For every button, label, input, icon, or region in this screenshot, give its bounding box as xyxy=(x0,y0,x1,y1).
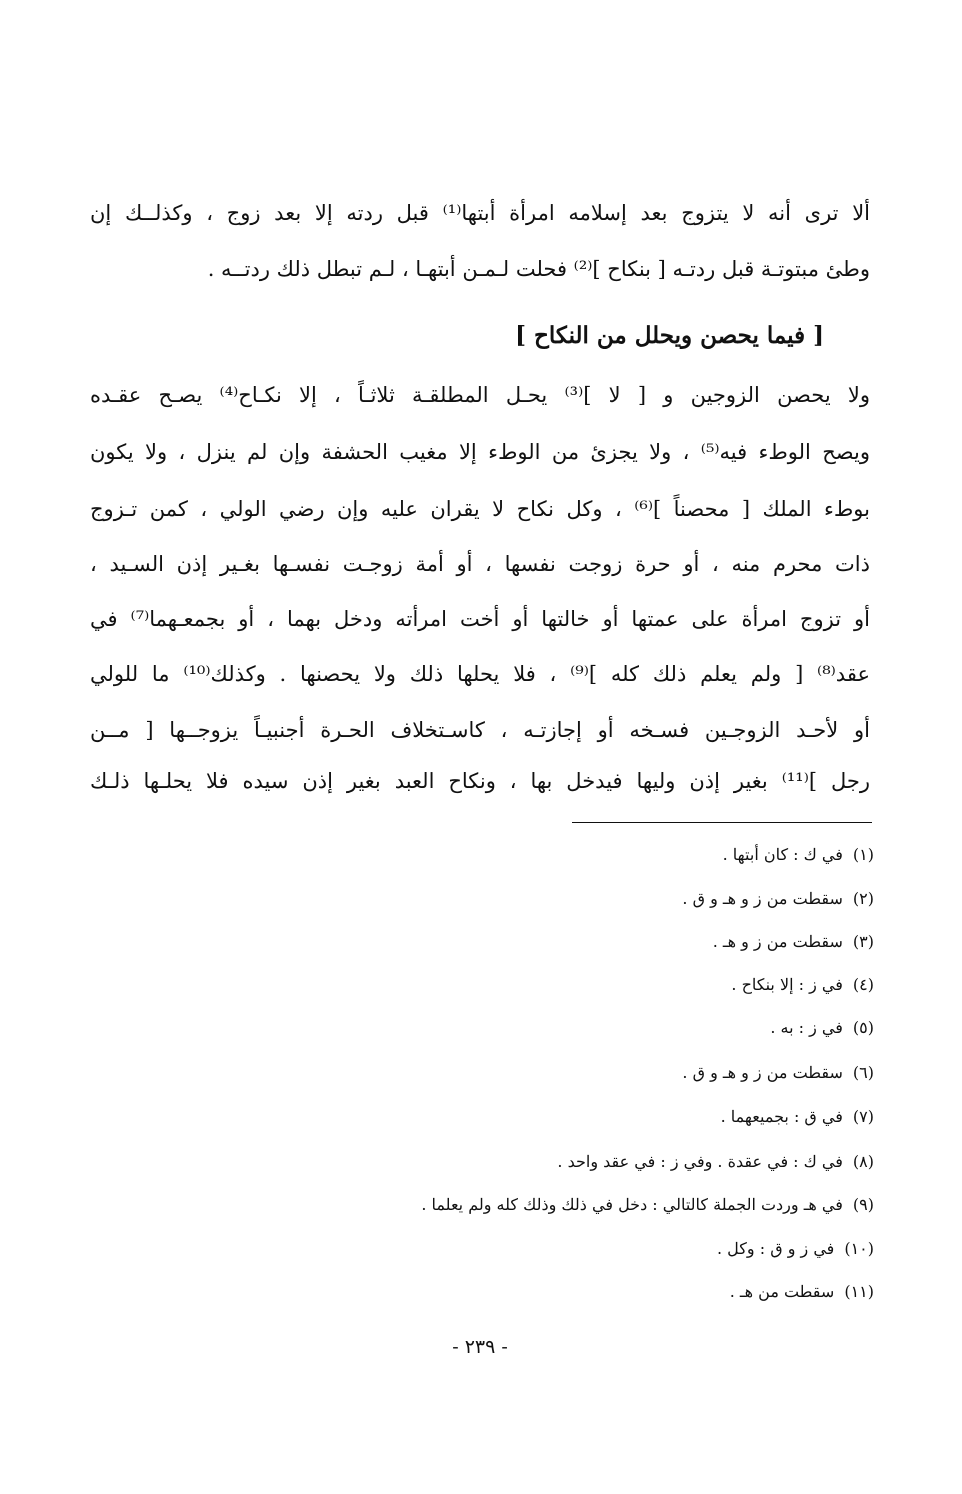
body-line-9: أو لأحـد الزوجـين فسـخه أو إجازتـه ، كاسـتخلاف الحـرة أجنبيـاً يزوجــها [ مــن xyxy=(90,718,870,742)
footnote-number: (١) xyxy=(852,845,874,864)
footnote-item xyxy=(174,1060,874,1086)
footnote-number: (٨) xyxy=(852,1152,874,1171)
footnote-number: (٩) xyxy=(852,1195,874,1214)
section-heading: [ فيما يحصن ويحلل من النكاح ] xyxy=(515,322,824,349)
page-number: - ٢٣٩ - xyxy=(452,1336,508,1358)
footnote-item xyxy=(174,1015,874,1041)
body-line-6: ذات محرم منه ، أو حرة زوجت نفسها ، أو أمة زوجـت نفسـها بغـير إذن السـيد ، xyxy=(90,552,870,576)
footnote-item xyxy=(174,1279,874,1305)
body-line-8: عقد⁽⁸⁾ [ ولم يعلم ذلك كله ]⁽⁹⁾ ، فلا يحلها ذلك ولا يحصنها . وكذلك⁽¹⁰⁾ ما للولي xyxy=(90,662,870,686)
footnote-text: في ز : به . xyxy=(770,1018,843,1037)
footnote-number: (٧) xyxy=(852,1107,874,1126)
footnote-text: في هـ وردت الجملة كالتالي : دخل في ذلك وذلك كله ولم يعلما . xyxy=(421,1195,843,1214)
footnote-item xyxy=(174,1236,874,1262)
footnote-text: سقطت من ز و هـ و ق . xyxy=(682,1063,843,1082)
body-line-10: رجل ]⁽¹¹⁾ بغير إذن وليها فيدخل بها ، ونكاح العبد بغير إذن سيده فلا يحلـها ذلـك xyxy=(90,769,870,793)
footnote-number: (١٠) xyxy=(844,1239,874,1258)
body-line-5: بوطء الملك [ محصناً ]⁽⁶⁾ ، وكل نكاح لا يقران عليه وإن رضي الولي ، كمن تـزوج xyxy=(90,497,870,521)
footnote-text: في ق : بجميعهما . xyxy=(720,1107,843,1126)
footnote-text: سقطت من ز و هـ . xyxy=(712,932,843,951)
footnote-item xyxy=(174,1104,874,1130)
footnote-number: (٢) xyxy=(852,889,874,908)
footnote-item xyxy=(174,1149,874,1175)
footnote-separator xyxy=(572,822,872,823)
footnote-number: (١١) xyxy=(844,1282,874,1301)
body-line-3: ولا يحصن الزوجين و [ لا ]⁽³⁾ يحـل المطلقـة ثلاثـاً ، إلا نكـاح⁽⁴⁾ يصـح عقـده xyxy=(90,383,870,407)
footnote-item xyxy=(174,886,874,912)
footnote-item xyxy=(174,972,874,998)
footnote-text: في ك : كان أبتها . xyxy=(722,845,843,864)
footnote-text: في ك : في عقدة . وفي ز : في عقد واحد . xyxy=(557,1152,843,1171)
footnote-text: سقطت من هـ . xyxy=(729,1282,835,1301)
footnote-number: (٥) xyxy=(852,1018,874,1037)
footnote-number: (٦) xyxy=(852,1063,874,1082)
footnote-item xyxy=(174,842,874,868)
footnote-text: في ز : إلا بنكاح . xyxy=(731,975,843,994)
footnote-text: سقطت من ز و هـ و ق . xyxy=(682,889,843,908)
body-line-1: ألا ترى أنه لا يتزوج بعد إسلامه امرأة أبتها⁽¹⁾ قبل ردته إلا بعد زوج ، وكذلــك إن xyxy=(90,201,870,225)
body-line-7: أو تزوج امرأة على عمتها أو خالتها أو أخت امرأته ودخل بهما ، أو بجمعـهما⁽⁷⁾ في xyxy=(90,607,870,631)
body-line-2: وطئ مبتوتـة قبل ردتـه [ بنكاح ]⁽²⁾ فحلت لـمـن أبتهـا ، لـم تبطل ذلك ردتــه . xyxy=(207,257,870,281)
footnote-item xyxy=(174,1192,874,1218)
footnote-item xyxy=(174,929,874,955)
body-line-4: ويصح الوطء فيه⁽⁵⁾ ، ولا يجزئ من الوطء إلا مغيب الحشفة وإن لم ينزل ، ولا يكون xyxy=(90,440,870,464)
footnote-number: (٣) xyxy=(852,932,874,951)
footnote-number: (٤) xyxy=(852,975,874,994)
footnote-text: في ز و ق : وكل . xyxy=(717,1239,835,1258)
